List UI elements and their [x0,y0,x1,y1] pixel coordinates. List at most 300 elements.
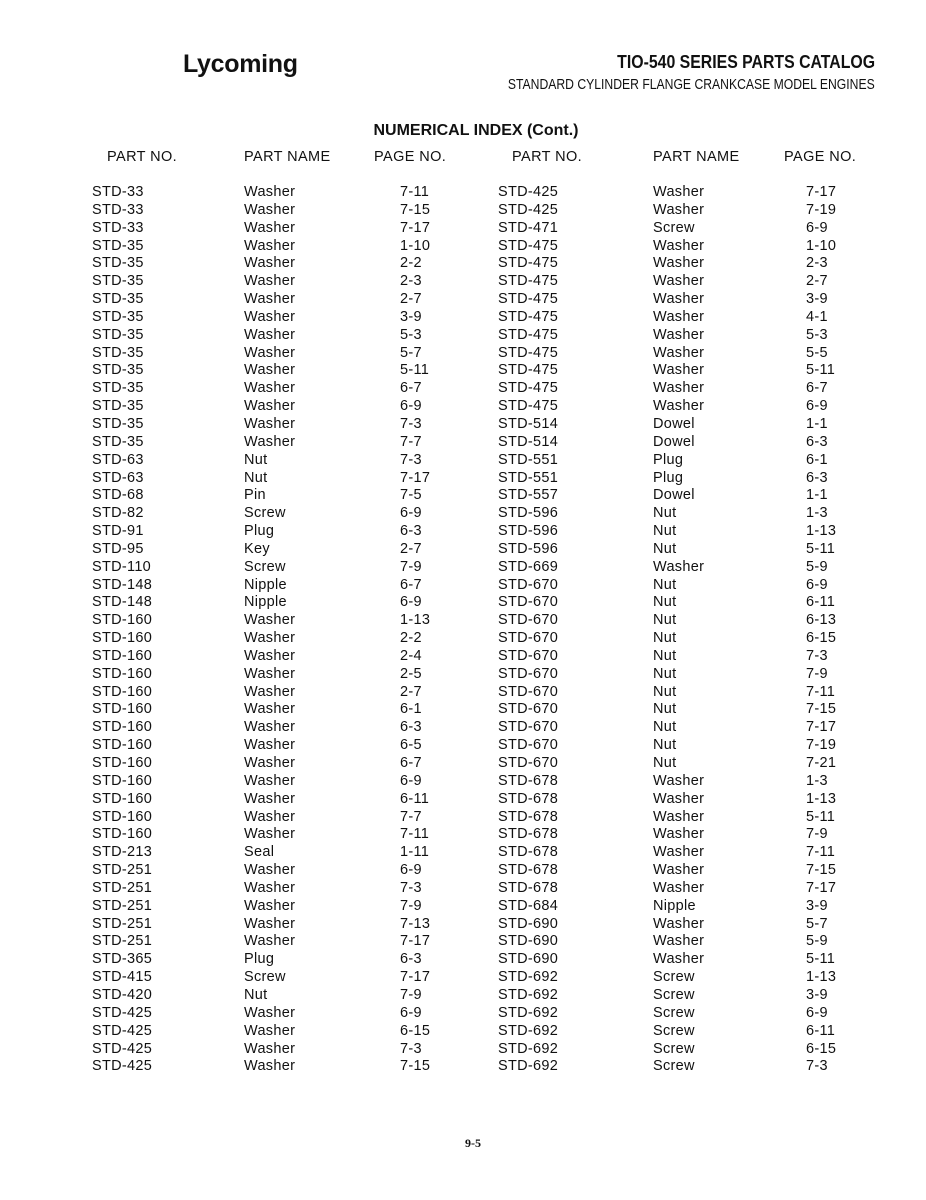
right-part-no-cell: STD-425 [498,201,559,218]
left-page-no-cell: 7-17 [400,933,431,950]
left-part-no-cell: STD-35 [92,344,144,361]
right-part-name-cell: Dowel [653,415,695,432]
table-row [0,273,926,291]
right-part-name-cell: Nut [653,647,677,664]
right-part-name-cell: Washer [653,291,705,308]
right-part-no-cell: STD-475 [498,255,559,272]
right-page-no-cell: 1-1 [806,487,828,504]
left-page-no-cell: 7-17 [400,969,431,986]
right-part-no-cell: STD-692 [498,1040,559,1057]
right-part-no-cell: STD-670 [498,612,559,629]
right-part-name-cell: Washer [653,808,705,825]
left-part-no-cell: STD-213 [92,844,153,861]
right-page-no-cell: 5-11 [806,808,836,825]
left-part-no-cell: STD-160 [92,701,153,718]
left-part-no-cell: STD-35 [92,273,144,290]
left-part-no-cell: STD-160 [92,737,153,754]
right-page-no-cell: 7-17 [806,719,837,736]
right-part-name-cell: Washer [653,308,705,325]
header-part-no-right: PART NO. [512,149,583,165]
left-part-no-cell: STD-148 [92,594,153,611]
right-part-name-cell: Dowel [653,487,695,504]
right-part-no-cell: STD-475 [498,273,559,290]
parts-index-table [0,184,926,1076]
left-page-no-cell: 7-17 [400,469,431,486]
table-row [0,719,926,737]
table-row [0,220,926,238]
right-part-no-cell: STD-670 [498,647,559,664]
left-page-no-cell: 2-5 [400,665,422,682]
right-part-name-cell: Nut [653,594,677,611]
right-part-no-cell: STD-475 [498,362,559,379]
right-part-name-cell: Plug [653,469,684,486]
right-page-no-cell: 6-3 [806,433,828,450]
left-page-no-cell: 7-17 [400,219,431,236]
left-part-name-cell: Washer [244,184,296,200]
left-page-no-cell: 1-11 [400,844,430,861]
right-page-no-cell: 7-19 [806,201,837,218]
left-page-no-cell: 7-3 [400,1040,422,1057]
left-page-no-cell: 6-5 [400,737,422,754]
right-page-no-cell: 5-11 [806,540,836,557]
table-row [0,541,926,559]
right-part-no-cell: STD-475 [498,398,559,415]
left-part-no-cell: STD-425 [92,1058,153,1075]
left-part-no-cell: STD-33 [92,184,144,200]
table-row [0,933,926,951]
left-page-no-cell: 1-10 [400,237,431,254]
left-part-no-cell: STD-91 [92,523,144,540]
right-part-no-cell: STD-596 [498,505,559,522]
left-part-name-cell: Nipple [244,594,287,611]
right-page-no-cell: 6-11 [806,1022,836,1039]
left-part-no-cell: STD-160 [92,790,153,807]
table-row [0,380,926,398]
left-part-name-cell: Washer [244,612,296,629]
table-row [0,630,926,648]
left-part-name-cell: Washer [244,755,296,771]
right-part-name-cell: Washer [653,862,705,879]
right-page-no-cell: 6-3 [806,469,828,486]
right-part-no-cell: STD-596 [498,540,559,557]
left-page-no-cell: 6-7 [400,380,422,397]
left-page-no-cell: 6-3 [400,719,422,736]
left-page-no-cell: 6-7 [400,576,422,593]
left-part-name-cell: Washer [244,201,296,218]
left-part-no-cell: STD-425 [92,1004,153,1021]
left-page-no-cell: 7-9 [400,558,422,575]
left-page-no-cell: 6-9 [400,505,422,522]
table-row [0,898,926,916]
left-part-no-cell: STD-63 [92,451,144,468]
index-title: NUMERICAL INDEX (Cont.) [373,122,579,139]
left-part-name-cell: Washer [244,273,296,290]
right-part-no-cell: STD-670 [498,755,559,771]
right-part-name-cell: Screw [653,219,695,236]
right-part-no-cell: STD-669 [498,558,559,575]
table-row [0,701,926,719]
left-part-name-cell: Nut [244,469,268,486]
right-part-name-cell: Washer [653,344,705,361]
left-part-name-cell: Plug [244,951,275,968]
left-part-no-cell: STD-35 [92,308,144,325]
right-part-no-cell: STD-475 [498,291,559,308]
right-page-no-cell: 7-21 [806,755,837,771]
left-part-name-cell: Washer [244,897,296,914]
left-page-no-cell: 7-15 [400,1058,431,1075]
table-row [0,398,926,416]
left-page-no-cell: 2-7 [400,683,422,700]
left-page-no-cell: 6-7 [400,755,422,771]
right-part-no-cell: STD-514 [498,433,559,450]
brand-logo: Lycoming [183,50,298,78]
left-part-no-cell: STD-33 [92,201,144,218]
left-page-no-cell: 2-3 [400,273,422,290]
right-part-name-cell: Washer [653,398,705,415]
left-part-name-cell: Washer [244,1004,296,1021]
right-part-name-cell: Washer [653,184,705,200]
right-part-no-cell: STD-670 [498,737,559,754]
right-part-no-cell: STD-551 [498,451,559,468]
left-part-no-cell: STD-35 [92,237,144,254]
left-part-name-cell: Plug [244,523,275,540]
left-part-no-cell: STD-35 [92,362,144,379]
right-part-no-cell: STD-471 [498,219,559,236]
table-row [0,202,926,220]
table-row [0,577,926,595]
right-part-no-cell: STD-475 [498,237,559,254]
left-part-name-cell: Washer [244,1058,296,1075]
left-page-no-cell: 7-13 [400,915,431,932]
right-part-name-cell: Nipple [653,897,696,914]
left-part-no-cell: STD-35 [92,380,144,397]
left-part-no-cell: STD-160 [92,683,153,700]
right-page-no-cell: 5-5 [806,344,828,361]
left-page-no-cell: 7-15 [400,201,431,218]
right-page-no-cell: 3-9 [806,897,828,914]
right-part-no-cell: STD-670 [498,683,559,700]
right-part-no-cell: STD-596 [498,523,559,540]
right-page-no-cell: 5-11 [806,362,836,379]
right-part-name-cell: Nut [653,665,677,682]
right-part-name-cell: Washer [653,201,705,218]
left-part-name-cell: Screw [244,969,286,986]
left-part-name-cell: Washer [244,433,296,450]
right-part-no-cell: STD-684 [498,897,559,914]
left-part-name-cell: Washer [244,380,296,397]
left-page-no-cell: 2-7 [400,540,422,557]
table-row [0,184,926,202]
right-part-no-cell: STD-551 [498,469,559,486]
left-part-name-cell: Washer [244,415,296,432]
left-part-no-cell: STD-251 [92,897,153,914]
right-page-no-cell: 6-9 [806,398,828,415]
left-part-no-cell: STD-160 [92,647,153,664]
table-row [0,1058,926,1076]
left-page-no-cell: 7-7 [400,808,422,825]
right-page-no-cell: 5-7 [806,915,828,932]
left-part-no-cell: STD-251 [92,933,153,950]
left-part-name-cell: Washer [244,862,296,879]
left-part-name-cell: Washer [244,344,296,361]
table-row [0,559,926,577]
left-part-name-cell: Washer [244,362,296,379]
table-row [0,773,926,791]
left-part-no-cell: STD-160 [92,772,153,789]
left-page-no-cell: 7-9 [400,897,422,914]
left-part-name-cell: Washer [244,808,296,825]
left-page-no-cell: 2-2 [400,255,422,272]
left-part-name-cell: Nipple [244,576,287,593]
right-page-no-cell: 6-15 [806,1040,837,1057]
table-row [0,255,926,273]
right-part-no-cell: STD-678 [498,790,559,807]
right-part-name-cell: Washer [653,273,705,290]
left-part-name-cell: Washer [244,326,296,343]
left-part-name-cell: Washer [244,915,296,932]
table-row [0,1041,926,1059]
left-part-name-cell: Seal [244,844,275,861]
table-row [0,362,926,380]
right-part-name-cell: Nut [653,540,677,557]
left-page-no-cell: 7-3 [400,879,422,896]
right-part-no-cell: STD-692 [498,1058,559,1075]
left-page-no-cell: 5-7 [400,344,422,361]
left-page-no-cell: 6-15 [400,1022,431,1039]
left-part-name-cell: Nut [244,451,268,468]
right-page-no-cell: 1-3 [806,505,828,522]
left-part-no-cell: STD-160 [92,665,153,682]
left-page-no-cell: 7-7 [400,433,422,450]
left-part-name-cell: Washer [244,683,296,700]
table-row [0,684,926,702]
right-part-name-cell: Screw [653,1004,695,1021]
left-part-no-cell: STD-82 [92,505,144,522]
left-page-no-cell: 1-13 [400,612,431,629]
right-page-no-cell: 6-9 [806,576,828,593]
left-part-name-cell: Washer [244,398,296,415]
right-page-no-cell: 6-11 [806,594,836,611]
table-row [0,951,926,969]
left-part-no-cell: STD-251 [92,915,153,932]
left-page-no-cell: 7-3 [400,451,422,468]
left-part-no-cell: STD-160 [92,612,153,629]
table-row [0,487,926,505]
table-row [0,737,926,755]
right-page-no-cell: 7-3 [806,1058,828,1075]
right-part-name-cell: Washer [653,326,705,343]
right-part-no-cell: STD-678 [498,844,559,861]
right-part-no-cell: STD-692 [498,1004,559,1021]
right-part-no-cell: STD-670 [498,576,559,593]
right-page-no-cell: 6-13 [806,612,837,629]
left-part-name-cell: Washer [244,1040,296,1057]
left-part-name-cell: Pin [244,487,266,504]
right-part-no-cell: STD-690 [498,951,559,968]
right-part-no-cell: STD-678 [498,862,559,879]
right-page-no-cell: 6-9 [806,219,828,236]
left-part-name-cell: Washer [244,665,296,682]
header-page-no-right: PAGE NO. [784,149,857,165]
right-part-no-cell: STD-670 [498,719,559,736]
table-row [0,880,926,898]
right-page-no-cell: 2-3 [806,255,828,272]
left-part-no-cell: STD-35 [92,291,144,308]
right-part-name-cell: Nut [653,576,677,593]
table-row [0,523,926,541]
right-part-name-cell: Washer [653,933,705,950]
right-part-name-cell: Dowel [653,433,695,450]
header-part-name-right: PART NAME [653,149,740,165]
right-page-no-cell: 7-11 [806,844,836,861]
right-page-no-cell: 7-17 [806,184,837,200]
left-part-name-cell: Screw [244,505,286,522]
right-part-no-cell: STD-670 [498,665,559,682]
table-row [0,648,926,666]
header-part-no-left: PART NO. [107,149,178,165]
right-page-no-cell: 6-1 [806,451,828,468]
table-row [0,594,926,612]
right-part-no-cell: STD-514 [498,415,559,432]
right-part-no-cell: STD-475 [498,380,559,397]
right-part-name-cell: Washer [653,255,705,272]
table-row [0,345,926,363]
right-part-name-cell: Washer [653,380,705,397]
right-page-no-cell: 6-15 [806,630,837,647]
left-page-no-cell: 6-3 [400,523,422,540]
left-part-no-cell: STD-68 [92,487,144,504]
left-part-name-cell: Washer [244,933,296,950]
left-page-no-cell: 6-1 [400,701,422,718]
right-part-name-cell: Washer [653,362,705,379]
right-part-no-cell: STD-557 [498,487,559,504]
right-part-name-cell: Washer [653,237,705,254]
header-page-no-left: PAGE NO. [374,149,447,165]
left-part-name-cell: Key [244,540,270,557]
right-page-no-cell: 7-9 [806,826,828,843]
catalog-title: TIO-540 SERIES PARTS CATALOG [617,52,875,72]
right-part-no-cell: STD-692 [498,969,559,986]
table-row [0,826,926,844]
table-row [0,791,926,809]
table-row [0,755,926,773]
left-part-no-cell: STD-63 [92,469,144,486]
right-part-no-cell: STD-475 [498,308,559,325]
left-part-name-cell: Screw [244,558,286,575]
right-page-no-cell: 7-15 [806,701,837,718]
table-row [0,916,926,934]
right-page-no-cell: 6-7 [806,380,828,397]
left-part-no-cell: STD-365 [92,951,153,968]
right-page-no-cell: 1-3 [806,772,828,789]
right-page-no-cell: 5-3 [806,326,828,343]
right-part-no-cell: STD-475 [498,326,559,343]
right-part-no-cell: STD-670 [498,701,559,718]
left-part-no-cell: STD-425 [92,1040,153,1057]
right-part-no-cell: STD-678 [498,772,559,789]
table-row [0,612,926,630]
right-part-name-cell: Nut [653,755,677,771]
right-part-name-cell: Washer [653,844,705,861]
right-page-no-cell: 7-19 [806,737,837,754]
left-part-name-cell: Nut [244,986,268,1003]
left-part-no-cell: STD-35 [92,433,144,450]
right-page-no-cell: 7-9 [806,665,828,682]
page-number: 9-5 [465,1136,481,1150]
right-page-no-cell: 7-17 [806,879,837,896]
left-page-no-cell: 6-9 [400,594,422,611]
left-page-no-cell: 5-3 [400,326,422,343]
right-part-name-cell: Nut [653,523,677,540]
left-part-name-cell: Washer [244,291,296,308]
right-part-no-cell: STD-678 [498,826,559,843]
right-page-no-cell: 5-9 [806,558,828,575]
right-page-no-cell: 1-13 [806,969,837,986]
left-part-name-cell: Washer [244,737,296,754]
left-page-no-cell: 6-3 [400,951,422,968]
left-part-no-cell: STD-420 [92,986,153,1003]
left-part-no-cell: STD-251 [92,862,153,879]
right-part-no-cell: STD-678 [498,808,559,825]
left-page-no-cell: 5-11 [400,362,430,379]
right-part-name-cell: Nut [653,612,677,629]
right-part-name-cell: Nut [653,701,677,718]
left-part-no-cell: STD-110 [92,558,152,575]
left-part-no-cell: STD-425 [92,1022,153,1039]
right-part-name-cell: Washer [653,879,705,896]
right-page-no-cell: 1-13 [806,523,837,540]
table-row [0,327,926,345]
table-row [0,1005,926,1023]
right-part-name-cell: Plug [653,451,684,468]
right-page-no-cell: 3-9 [806,291,828,308]
table-row [0,844,926,862]
right-page-no-cell: 5-9 [806,933,828,950]
left-page-no-cell: 6-9 [400,772,422,789]
left-part-name-cell: Washer [244,826,296,843]
table-row [0,434,926,452]
right-part-name-cell: Screw [653,1040,695,1057]
left-part-name-cell: Washer [244,255,296,272]
right-part-name-cell: Screw [653,969,695,986]
left-part-name-cell: Washer [244,879,296,896]
left-part-no-cell: STD-35 [92,398,144,415]
left-part-name-cell: Washer [244,647,296,664]
right-part-no-cell: STD-692 [498,986,559,1003]
left-page-no-cell: 2-7 [400,291,422,308]
right-part-name-cell: Nut [653,719,677,736]
right-page-no-cell: 1-1 [806,415,828,432]
right-page-no-cell: 5-11 [806,951,836,968]
left-page-no-cell: 6-11 [400,790,430,807]
right-page-no-cell: 7-3 [806,647,828,664]
left-page-no-cell: 3-9 [400,308,422,325]
left-part-no-cell: STD-251 [92,879,153,896]
right-part-no-cell: STD-670 [498,594,559,611]
left-page-no-cell: 7-5 [400,487,422,504]
left-part-no-cell: STD-35 [92,255,144,272]
right-part-name-cell: Nut [653,683,677,700]
left-part-name-cell: Washer [244,237,296,254]
right-part-no-cell: STD-690 [498,915,559,932]
table-row [0,416,926,434]
right-part-name-cell: Nut [653,630,677,647]
left-part-no-cell: STD-160 [92,719,153,736]
left-part-no-cell: STD-35 [92,415,144,432]
left-page-no-cell: 6-9 [400,398,422,415]
table-row [0,309,926,327]
left-part-name-cell: Washer [244,719,296,736]
